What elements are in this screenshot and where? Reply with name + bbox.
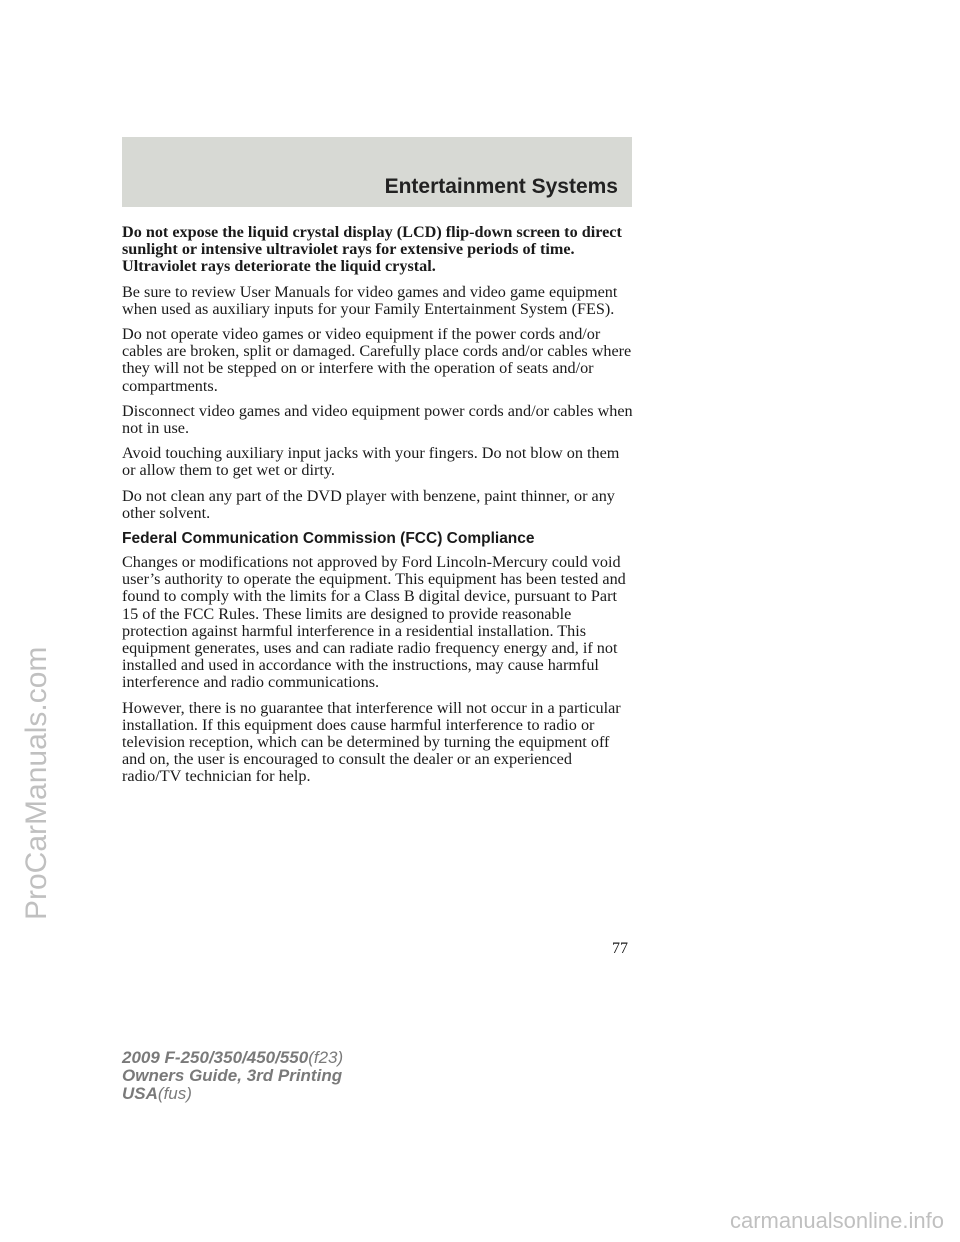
paragraph-input-jacks: Avoid touching auxiliary input jacks with your fingers. Do not blow on them or allow them to get wet or dirty. <box>122 444 620 480</box>
paragraph-cleaning: Do not clean any part of the DVD player with benzene, paint thinner, or any other solvent. <box>122 486 615 522</box>
paragraph-damaged-cords: Do not operate video games or video equipment if the power cords and/or cables are broken, split or damaged. Carefully place cords and/or cables where they will not be stepped on or interfere with the operation of seats and/or compartments. <box>122 325 632 395</box>
document-footer <box>122 1049 343 1103</box>
footer-model-code: (f23) <box>308 1048 344 1067</box>
section-header-band <box>122 137 632 207</box>
footer-printing: Owners Guide, 3rd Printing <box>122 1066 343 1085</box>
lcd-warning: Do not expose the liquid crystal display (LCD) flip-down screen to direct sunlight or intensive ultraviolet rays for extensive periods of time. Ultraviolet rays deteriorate the liquid crystal. <box>122 223 622 276</box>
footer-market: USA <box>122 1084 158 1103</box>
paragraph-disconnect: Disconnect video games and video equipment power cords and/or cables when not in use. <box>122 401 633 438</box>
bottom-watermark: carmanualsonline.info <box>729 1208 944 1233</box>
fcc-heading: Federal Communication Commission (FCC) Compliance <box>122 530 535 548</box>
paragraph-fcc-interference: However, there is no guarantee that interference will not occur in a particular installation. If this equipment does cause harmful interference to radio or television reception, which can be determined by turning the equipment off and on, the user is encouraged to consult the dealer or an experienced radio/TV technician for help. <box>122 698 621 786</box>
section-title: Entertainment Systems <box>384 175 618 198</box>
page-number: 77 <box>612 940 628 957</box>
footer-market-code: (fus) <box>157 1084 192 1103</box>
page-content <box>122 224 634 794</box>
footer-line-model <box>122 1049 343 1067</box>
paragraph-user-manuals: Be sure to review User Manuals for video games and video game equipment when used as auxiliary inputs for your Family Entertainment System (FES). <box>122 282 618 318</box>
footer-model: 2009 F-250/350/450/550 <box>122 1048 309 1067</box>
footer-line-market <box>122 1085 343 1103</box>
side-watermark: ProCarManuals.com <box>20 646 53 920</box>
paragraph-fcc-compliance: Changes or modifications not approved by Ford Lincoln-Mercury could void user’s authority to operate the equipment. This equipment has been tested and found to comply with the limits for a Class B digital device, pursuant to Part 15 of the FCC Rules. These limits are designed to provide reasonable protection against harmful interference in a residential installation. This equipment generates, uses and can radiate radio frequency energy and, if not installed and used in accordance with the instructions, may cause harmful interference and radio communications. <box>122 553 626 692</box>
